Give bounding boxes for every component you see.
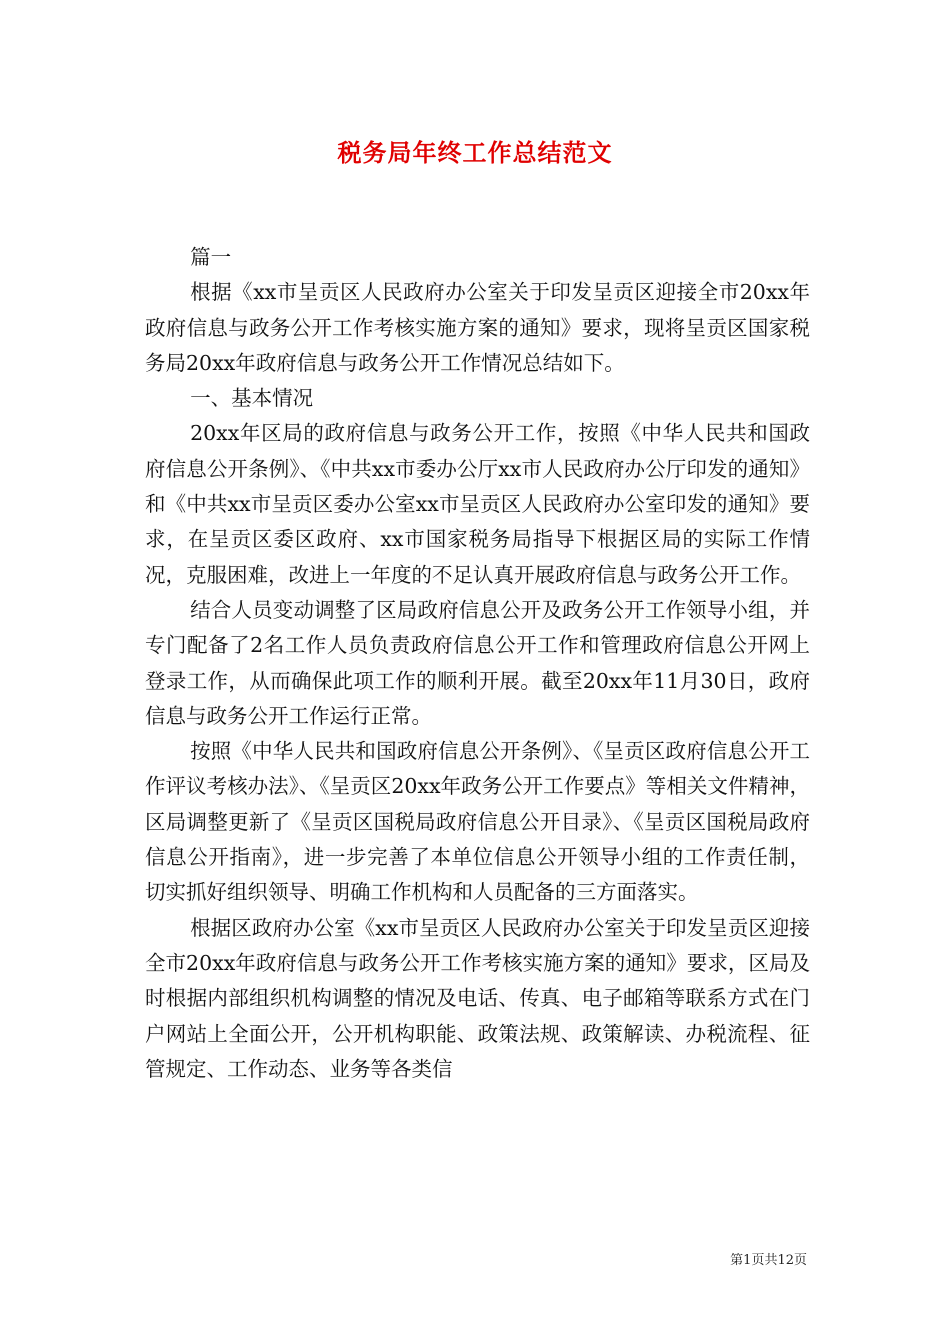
document-body bbox=[145, 240, 810, 1087]
paragraph: 20xx年区局的政府信息与政务公开工作，按照《中华人民共和国政府信息公开条例》、《中共xx市委办公厅xx市人民政府办公厅印发的通知》和《中共xx市呈贡区委办公室xx市呈贡区人民政府办公室印发的通知》要求，在呈贡区委区政府、xx市国家税务局指导下根据区局的实际工作情况，克服困难，改进上一年度的不足认真开展政府信息与政务公开工作。 bbox=[145, 421, 810, 587]
section-heading: 一、基本情况 bbox=[190, 386, 314, 411]
paragraph: 结合人员变动调整了区局政府信息公开及政务公开工作领导小组，并专门配备了2名工作人员负责政府信息公开工作和管理政府信息公开网上登录工作，从而确保此项工作的顺利开展。截至20xx年11月30日，政府信息与政务公开工作运行正常。 bbox=[145, 597, 810, 728]
paragraph: 根据《xx市呈贡区人民政府办公室关于印发呈贡区迎接全市20xx年政府信息与政务公开工作考核实施方案的通知》要求，现将呈贡区国家税务局20xx年政府信息与政务公开工作情况总结如下。 bbox=[145, 280, 810, 375]
paragraph: 按照《中华人民共和国政府信息公开条例》、《呈贡区政府信息公开工作评议考核办法》、《呈贡区20xx年政务公开工作要点》等相关文件精神，区局调整更新了《呈贡区国税局政府信息公开目录》、《呈贡区国税局政府信息公开指南》，进一步完善了本单位信息公开领导小组的工作责任制，切实抓好组织领导、明确工作机构和人员配备的三方面落实。 bbox=[145, 739, 810, 905]
page-number: 第1页共12页 bbox=[730, 1253, 807, 1268]
paragraph: 根据区政府办公室《xx市呈贡区人民政府办公室关于印发呈贡区迎接全市20xx年政府信息与政务公开工作考核实施方案的通知》要求，区局及时根据内部组织机构调整的情况及电话、传真、电子邮箱等联系方式在门户网站上全面公开，公开机构职能、政策法规、政策解读、办税流程、征管规定、工作动态、业务等各类信 bbox=[145, 915, 810, 1081]
section-label: 篇一 bbox=[190, 245, 232, 269]
document-title: 税务局年终工作总结范文 bbox=[337, 138, 613, 167]
